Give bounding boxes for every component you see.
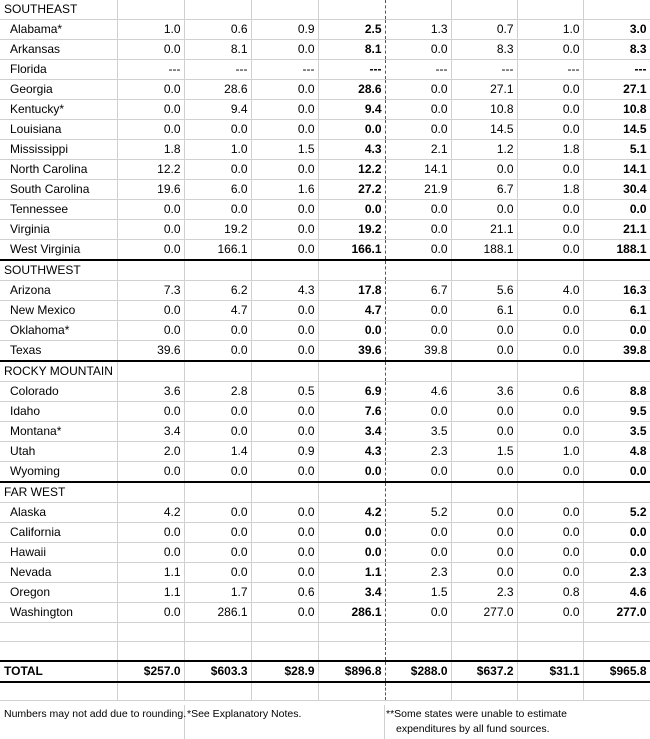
value-cell: 3.6 (117, 382, 184, 402)
value-cell: 27.1 (451, 80, 517, 100)
value-cell: 10.8 (583, 100, 650, 120)
value-cell: --- (517, 60, 583, 80)
table-row (0, 180, 650, 200)
value-cell: 6.9 (318, 382, 385, 402)
value-cell: 0.0 (583, 321, 650, 341)
value-cell: 0.0 (385, 40, 451, 60)
value-cell: 0.0 (117, 603, 184, 623)
value-cell: 0.0 (517, 120, 583, 140)
table-row (0, 160, 650, 180)
region-title: SOUTHEAST (0, 0, 117, 20)
value-cell: 0.0 (117, 200, 184, 220)
state-name: Florida (0, 60, 117, 80)
value-cell: 12.2 (318, 160, 385, 180)
state-name: Mississippi (0, 140, 117, 160)
value-cell: 5.6 (451, 281, 517, 301)
value-cell: --- (385, 60, 451, 80)
value-cell: 4.3 (318, 442, 385, 462)
value-cell: 2.5 (318, 20, 385, 40)
table-row (0, 402, 650, 422)
value-cell: 0.0 (251, 120, 318, 140)
table-row (0, 200, 650, 220)
value-cell: 0.0 (517, 220, 583, 240)
value-cell: 0.0 (251, 422, 318, 442)
state-name: Utah (0, 442, 117, 462)
value-cell: 1.5 (251, 140, 318, 160)
value-cell: 0.0 (385, 240, 451, 261)
table-row (0, 120, 650, 140)
value-cell: 0.0 (117, 240, 184, 261)
state-name: Idaho (0, 402, 117, 422)
region-title: ROCKY MOUNTAIN (0, 361, 117, 382)
state-name: Hawaii (0, 543, 117, 563)
value-cell: 4.0 (517, 281, 583, 301)
value-cell: 0.0 (385, 200, 451, 220)
value-cell: 0.0 (318, 523, 385, 543)
table-row (0, 20, 650, 40)
value-cell: 3.0 (583, 20, 650, 40)
total-value: $965.8 (583, 661, 650, 682)
state-name: South Carolina (0, 180, 117, 200)
value-cell: 1.1 (117, 563, 184, 583)
value-cell: 286.1 (318, 603, 385, 623)
value-cell: 0.7 (451, 20, 517, 40)
value-cell: 6.7 (385, 281, 451, 301)
value-cell: 1.1 (117, 583, 184, 603)
value-cell: 0.0 (318, 543, 385, 563)
state-name: Arizona (0, 281, 117, 301)
value-cell: 0.0 (517, 523, 583, 543)
value-cell: 0.0 (451, 422, 517, 442)
value-cell: 4.2 (117, 503, 184, 523)
table-row (0, 442, 650, 462)
value-cell: 0.0 (517, 503, 583, 523)
footnotes (0, 705, 650, 739)
value-cell: 188.1 (451, 240, 517, 261)
value-cell: 3.6 (451, 382, 517, 402)
value-cell: 12.2 (117, 160, 184, 180)
state-name: Texas (0, 341, 117, 362)
value-cell: 0.0 (251, 220, 318, 240)
value-cell: 0.0 (117, 543, 184, 563)
region-title: FAR WEST (0, 482, 117, 503)
state-name: Wyoming (0, 462, 117, 483)
value-cell: 0.0 (385, 402, 451, 422)
table-row (0, 503, 650, 523)
value-cell: 17.8 (318, 281, 385, 301)
value-cell: 1.7 (184, 583, 251, 603)
value-cell: 1.0 (117, 20, 184, 40)
value-cell: 0.0 (184, 523, 251, 543)
value-cell: 4.3 (251, 281, 318, 301)
value-cell: 8.1 (318, 40, 385, 60)
fund-sources-note-line2: expenditures by all fund sources. (396, 723, 550, 735)
table-row (0, 100, 650, 120)
value-cell: 1.0 (517, 442, 583, 462)
value-cell: 0.0 (117, 100, 184, 120)
value-cell: --- (117, 60, 184, 80)
value-cell: 0.0 (318, 321, 385, 341)
value-cell: 0.0 (583, 462, 650, 483)
state-name: Tennessee (0, 200, 117, 220)
state-name: Nevada (0, 563, 117, 583)
value-cell: 0.0 (517, 402, 583, 422)
value-cell: 2.3 (385, 563, 451, 583)
value-cell: 1.6 (251, 180, 318, 200)
total-value: $896.8 (318, 661, 385, 682)
value-cell: 0.0 (184, 462, 251, 483)
value-cell: 14.1 (385, 160, 451, 180)
state-name: Colorado (0, 382, 117, 402)
fund-sources-note-line1: **Some states were unable to estimate (386, 708, 567, 720)
value-cell: 4.3 (318, 140, 385, 160)
value-cell: 1.5 (451, 442, 517, 462)
value-cell: 0.0 (117, 462, 184, 483)
value-cell: 0.0 (451, 160, 517, 180)
value-cell: 0.5 (251, 382, 318, 402)
value-cell: 30.4 (583, 180, 650, 200)
state-name: Alabama* (0, 20, 117, 40)
value-cell: 0.9 (251, 442, 318, 462)
table-row (0, 220, 650, 240)
value-cell: 0.0 (517, 301, 583, 321)
table-row (0, 321, 650, 341)
value-cell: 9.4 (318, 100, 385, 120)
value-cell: 19.2 (318, 220, 385, 240)
value-cell: 1.0 (517, 20, 583, 40)
value-cell: 0.0 (451, 321, 517, 341)
table-row (0, 140, 650, 160)
total-value: $637.2 (451, 661, 517, 682)
value-cell: 4.7 (318, 301, 385, 321)
value-cell: 4.6 (583, 583, 650, 603)
rounding-note: Numbers may not add due to rounding. (4, 708, 187, 720)
value-cell: 10.8 (451, 100, 517, 120)
value-cell: 1.8 (517, 180, 583, 200)
value-cell: 19.6 (117, 180, 184, 200)
value-cell: 0.0 (385, 120, 451, 140)
value-cell: 0.0 (117, 120, 184, 140)
value-cell: 6.0 (184, 180, 251, 200)
value-cell: 2.3 (385, 442, 451, 462)
value-cell: 39.6 (117, 341, 184, 362)
value-cell: 7.6 (318, 402, 385, 422)
value-cell: 1.0 (184, 140, 251, 160)
value-cell: 0.0 (251, 402, 318, 422)
value-cell: 14.1 (583, 160, 650, 180)
value-cell: 6.1 (583, 301, 650, 321)
value-cell: 0.0 (385, 523, 451, 543)
value-cell: 2.1 (385, 140, 451, 160)
state-name: Virginia (0, 220, 117, 240)
value-cell: 0.0 (583, 543, 650, 563)
value-cell: 8.8 (583, 382, 650, 402)
value-cell: 0.0 (517, 543, 583, 563)
value-cell: 0.0 (318, 120, 385, 140)
table-row (0, 301, 650, 321)
value-cell: 0.0 (517, 100, 583, 120)
value-cell: 4.2 (318, 503, 385, 523)
value-cell: 0.0 (385, 603, 451, 623)
state-name: Oregon (0, 583, 117, 603)
value-cell: 2.3 (451, 583, 517, 603)
value-cell: 0.0 (451, 341, 517, 362)
value-cell: 0.0 (251, 301, 318, 321)
value-cell: 39.8 (385, 341, 451, 362)
value-cell: 3.5 (385, 422, 451, 442)
value-cell: 14.5 (583, 120, 650, 140)
value-cell: 2.0 (117, 442, 184, 462)
total-value: $28.9 (251, 661, 318, 682)
value-cell: 0.8 (517, 583, 583, 603)
value-cell: 5.2 (385, 503, 451, 523)
value-cell: 0.0 (251, 200, 318, 220)
value-cell: 4.7 (184, 301, 251, 321)
total-label: TOTAL (0, 661, 117, 682)
value-cell: 277.0 (583, 603, 650, 623)
total-value: $31.1 (517, 661, 583, 682)
value-cell: 0.0 (117, 321, 184, 341)
value-cell: 0.0 (451, 402, 517, 422)
state-name: California (0, 523, 117, 543)
value-cell: 0.0 (451, 523, 517, 543)
value-cell: 21.9 (385, 180, 451, 200)
value-cell: 277.0 (451, 603, 517, 623)
value-cell: 27.2 (318, 180, 385, 200)
value-cell: 7.3 (117, 281, 184, 301)
value-cell: 0.0 (517, 200, 583, 220)
value-cell: 1.8 (517, 140, 583, 160)
value-cell: 0.0 (318, 200, 385, 220)
value-cell: 0.0 (117, 301, 184, 321)
value-cell: 6.7 (451, 180, 517, 200)
value-cell: --- (251, 60, 318, 80)
value-cell: 0.0 (583, 200, 650, 220)
value-cell: 0.0 (385, 321, 451, 341)
region-header-row (0, 260, 650, 281)
table-row (0, 341, 650, 362)
value-cell: 1.4 (184, 442, 251, 462)
value-cell: 166.1 (184, 240, 251, 261)
value-cell: --- (318, 60, 385, 80)
value-cell: 0.0 (517, 321, 583, 341)
value-cell: 3.5 (583, 422, 650, 442)
value-cell: 0.0 (117, 80, 184, 100)
value-cell: 39.6 (318, 341, 385, 362)
value-cell: --- (451, 60, 517, 80)
value-cell: 166.1 (318, 240, 385, 261)
value-cell: 0.0 (318, 462, 385, 483)
value-cell: 0.0 (385, 543, 451, 563)
total-row (0, 661, 650, 682)
table-row (0, 603, 650, 623)
value-cell: 5.1 (583, 140, 650, 160)
value-cell: 0.0 (517, 160, 583, 180)
table-row (0, 281, 650, 301)
table-row (0, 462, 650, 483)
value-cell: 0.0 (385, 100, 451, 120)
value-cell: 39.8 (583, 341, 650, 362)
state-name: Oklahoma* (0, 321, 117, 341)
value-cell: 286.1 (184, 603, 251, 623)
value-cell: 2.3 (583, 563, 650, 583)
value-cell: 27.1 (583, 80, 650, 100)
table-row (0, 382, 650, 402)
total-value: $288.0 (385, 661, 451, 682)
value-cell: 21.1 (451, 220, 517, 240)
table-row (0, 80, 650, 100)
value-cell: 0.0 (184, 341, 251, 362)
state-name: Georgia (0, 80, 117, 100)
total-value: $603.3 (184, 661, 251, 682)
value-cell: 16.3 (583, 281, 650, 301)
table-row (0, 563, 650, 583)
value-cell: 0.0 (251, 543, 318, 563)
value-cell: 1.8 (117, 140, 184, 160)
value-cell: 0.0 (117, 402, 184, 422)
value-cell: --- (583, 60, 650, 80)
value-cell: 0.0 (251, 503, 318, 523)
region-header-row (0, 482, 650, 503)
value-cell: 0.0 (117, 523, 184, 543)
value-cell: 0.6 (517, 382, 583, 402)
table-row (0, 60, 650, 80)
value-cell: 0.0 (451, 200, 517, 220)
value-cell: 0.0 (251, 40, 318, 60)
value-cell: 0.0 (583, 523, 650, 543)
value-cell: 0.0 (451, 563, 517, 583)
region-header-row (0, 0, 650, 20)
state-name: Washington (0, 603, 117, 623)
value-cell: 8.3 (583, 40, 650, 60)
total-value: $257.0 (117, 661, 184, 682)
value-cell: 6.1 (451, 301, 517, 321)
state-name: West Virginia (0, 240, 117, 261)
value-cell: 0.0 (385, 462, 451, 483)
region-title: SOUTHWEST (0, 260, 117, 281)
value-cell: 6.2 (184, 281, 251, 301)
value-cell: 0.0 (251, 341, 318, 362)
value-cell: 0.0 (184, 563, 251, 583)
value-cell: 19.2 (184, 220, 251, 240)
state-name: New Mexico (0, 301, 117, 321)
value-cell: 0.0 (251, 240, 318, 261)
value-cell: 0.0 (251, 100, 318, 120)
value-cell: --- (184, 60, 251, 80)
value-cell: 0.0 (451, 503, 517, 523)
value-cell: 0.6 (251, 583, 318, 603)
value-cell: 0.9 (251, 20, 318, 40)
value-cell: 0.0 (251, 603, 318, 623)
value-cell: 3.4 (318, 422, 385, 442)
value-cell: 4.8 (583, 442, 650, 462)
value-cell: 0.0 (385, 80, 451, 100)
value-cell: 0.0 (517, 603, 583, 623)
value-cell: 0.0 (251, 80, 318, 100)
value-cell: 0.0 (517, 563, 583, 583)
value-cell: 0.0 (117, 220, 184, 240)
value-cell: 0.0 (251, 462, 318, 483)
value-cell: 0.0 (184, 160, 251, 180)
value-cell: 1.2 (451, 140, 517, 160)
state-name: Kentucky* (0, 100, 117, 120)
value-cell: 1.1 (318, 563, 385, 583)
value-cell: 0.0 (451, 462, 517, 483)
value-cell: 0.0 (385, 301, 451, 321)
value-cell: 9.4 (184, 100, 251, 120)
state-name: Montana* (0, 422, 117, 442)
value-cell: 0.0 (184, 321, 251, 341)
table-row (0, 422, 650, 442)
value-cell: 0.0 (251, 523, 318, 543)
state-name: North Carolina (0, 160, 117, 180)
state-name: Louisiana (0, 120, 117, 140)
value-cell: 0.0 (184, 200, 251, 220)
value-cell: 0.0 (251, 321, 318, 341)
state-name: Alaska (0, 503, 117, 523)
value-cell: 0.6 (184, 20, 251, 40)
value-cell: 1.3 (385, 20, 451, 40)
value-cell: 3.4 (318, 583, 385, 603)
table-row (0, 543, 650, 563)
value-cell: 0.0 (184, 422, 251, 442)
state-name: Arkansas (0, 40, 117, 60)
value-cell: 0.0 (184, 402, 251, 422)
value-cell: 0.0 (251, 563, 318, 583)
value-cell: 0.0 (517, 80, 583, 100)
spacer-row (0, 623, 650, 642)
value-cell: 1.5 (385, 583, 451, 603)
value-cell: 9.5 (583, 402, 650, 422)
value-cell: 0.0 (184, 543, 251, 563)
value-cell: 0.0 (184, 503, 251, 523)
table-row (0, 40, 650, 60)
value-cell: 0.0 (517, 422, 583, 442)
value-cell: 188.1 (583, 240, 650, 261)
value-cell: 28.6 (318, 80, 385, 100)
value-cell: 0.0 (385, 220, 451, 240)
value-cell: 0.0 (117, 40, 184, 60)
region-header-row (0, 361, 650, 382)
value-cell: 4.6 (385, 382, 451, 402)
value-cell: 0.0 (517, 240, 583, 261)
value-cell: 2.8 (184, 382, 251, 402)
table-row (0, 523, 650, 543)
explanatory-note: *See Explanatory Notes. (187, 708, 302, 720)
value-cell: 0.0 (451, 543, 517, 563)
value-cell: 0.0 (517, 462, 583, 483)
value-cell: 0.0 (517, 341, 583, 362)
table-row (0, 240, 650, 261)
value-cell: 0.0 (251, 160, 318, 180)
value-cell: 21.1 (583, 220, 650, 240)
value-cell: 5.2 (583, 503, 650, 523)
spacer-row (0, 642, 650, 661)
value-cell: 0.0 (517, 40, 583, 60)
table-row (0, 583, 650, 603)
value-cell: 8.3 (451, 40, 517, 60)
spacer-row (0, 682, 650, 701)
value-cell: 14.5 (451, 120, 517, 140)
value-cell: 0.0 (184, 120, 251, 140)
value-cell: 3.4 (117, 422, 184, 442)
value-cell: 28.6 (184, 80, 251, 100)
value-cell: 8.1 (184, 40, 251, 60)
